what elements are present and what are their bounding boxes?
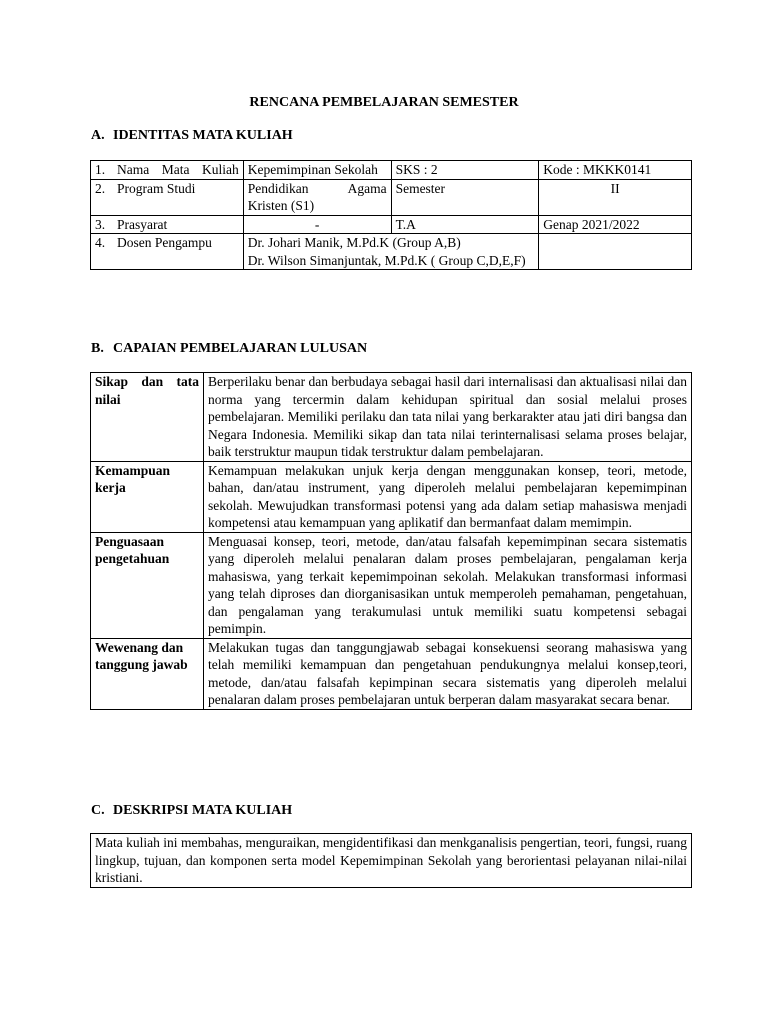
identity-label: Dosen Pengampu — [117, 235, 212, 250]
table-row — [91, 638, 692, 709]
identity-value: - — [243, 215, 391, 234]
identity-value: Pendidikan Agama Kristen (S1) — [243, 179, 391, 215]
identity-label: Prasyarat — [117, 216, 168, 232]
academic-year-value-cell: Genap 2021/2022 — [539, 215, 692, 234]
sks-cell: SKS : 2 — [391, 161, 539, 180]
section-c-title: DESKRIPSI MATA KULIAH — [113, 803, 293, 818]
course-description-table — [90, 833, 692, 888]
table-row — [91, 215, 692, 234]
lecturer-line-1: Dr. Johari Manik, M.Pd.K (Group A,B) — [247, 235, 461, 250]
outcome-text: Melakukan tugas dan tanggungjawab sebagai konsekuensi seorang mahasiswa yang telah memiliki kemampuan dan pengetahuan pendukungnya melalui konsep,teori, metode, dan/atau falsafah kepimpinan secara sistematis yang diperoleh melalui penalaran dalam proses pembelajaran untuk berperan dalam masyarakat secara benar. — [204, 638, 692, 709]
row-number: 1. — [95, 162, 106, 177]
empty-cell — [539, 234, 692, 270]
identity-label-cell — [91, 234, 244, 270]
row-number: 2. — [95, 180, 106, 196]
row-number: 4. — [95, 235, 106, 250]
identity-label-cell — [91, 179, 244, 215]
identity-label: Nama Mata Kuliah — [117, 162, 239, 177]
semester-label-cell: Semester — [391, 179, 539, 215]
lecturer-cell — [243, 234, 538, 270]
identity-label-cell — [91, 161, 244, 180]
section-a-title: IDENTITAS MATA KULIAH — [113, 128, 293, 143]
outcome-text: Berperilaku benar dan berbudaya sebagai hasil dari internalisasi dan aktualisasi nilai dan norma yang tercermin dalam kehidupan spiritual dan sosial melalui proses pembelajaran. Memiliki perilaku dan tata nilai yang berkarakter atau jati diri bangsa dan Negara Indonesia. Memiliki sikap dan tata nilai terinternalisasi selama proses belajar, baik terstruktur maupun tidak terstruktur dalam pembelajaran. — [204, 373, 692, 462]
table-row — [91, 834, 692, 888]
section-a-heading — [91, 127, 293, 145]
learning-outcomes-table — [90, 372, 692, 710]
table-row — [91, 373, 692, 462]
identity-label-cell — [91, 215, 244, 234]
row-number: 3. — [95, 216, 106, 232]
table-row — [91, 461, 692, 532]
course-description-text: Mata kuliah ini membahas, menguraikan, mengidentifikasi dan menkganalisis pengertian, teori, fungsi, ruang lingkup, tujuan, dan komponen serta model Kepemimpinan Sekolah yang berorientasi pelayanan nilai-nilai kristiani. — [91, 834, 692, 888]
outcome-label: Sikap dan tata nilai — [91, 373, 204, 462]
section-a-letter: A. — [91, 128, 105, 143]
section-b-letter: B. — [91, 341, 104, 356]
section-b-heading — [91, 340, 367, 358]
outcome-label: Wewenang dan tanggung jawab — [91, 638, 204, 709]
course-code-cell: Kode : MKKK0141 — [539, 161, 692, 180]
outcome-label: Kemampuan kerja — [91, 461, 204, 532]
academic-year-label-cell: T.A — [391, 215, 539, 234]
document-title: RENCANA PEMBELAJARAN SEMESTER — [249, 95, 519, 110]
table-row — [91, 179, 692, 215]
outcome-text: Kemampuan melakukan unjuk kerja dengan menggunakan konsep, teori, metode, bahan, dan/atau instrument, yang diperoleh melalui pembelajaran kepemimpinan sekolah. Mewujudkan transformasi potensi yang ada dalam setiap mahasiswa menjadi kompetensi atau kemampuan yang aplikatif dan bermanfaat dalam memimpin. — [204, 461, 692, 532]
table-row — [91, 234, 692, 270]
semester-value-cell: II — [539, 179, 692, 215]
table-row — [91, 532, 692, 638]
section-b-title: CAPAIAN PEMBELAJARAN LULUSAN — [113, 341, 368, 356]
lecturer-line-2: Dr. Wilson Simanjuntak, M.Pd.K ( Group C,D,E,F) — [247, 252, 526, 268]
table-row — [91, 161, 692, 180]
section-c-heading — [91, 802, 292, 820]
section-c-letter: C. — [91, 803, 105, 818]
outcome-text: Menguasai konsep, teori, metode, dan/atau falsafah kepemimpinan secara sistematis yang diperoleh melalui penalaran dalam proses pembelajaran, pengalaman kerja mahasiswa, yang terkait kepemimpoinan sekolah. Melakukan transformasi informasi yang telah diproses dan diorganisasikan untuk memperoleh pemahaman, pengetahuan, dan pengalaman yang terakumulasi untuk memiliki suatu kompetensi sebagai pemimpin. — [204, 532, 692, 638]
identity-value: Kepemimpinan Sekolah — [243, 161, 391, 180]
identity-label: Program Studi — [117, 180, 196, 196]
identity-table — [90, 160, 692, 270]
outcome-label: Penguasaan pengetahuan — [91, 532, 204, 638]
